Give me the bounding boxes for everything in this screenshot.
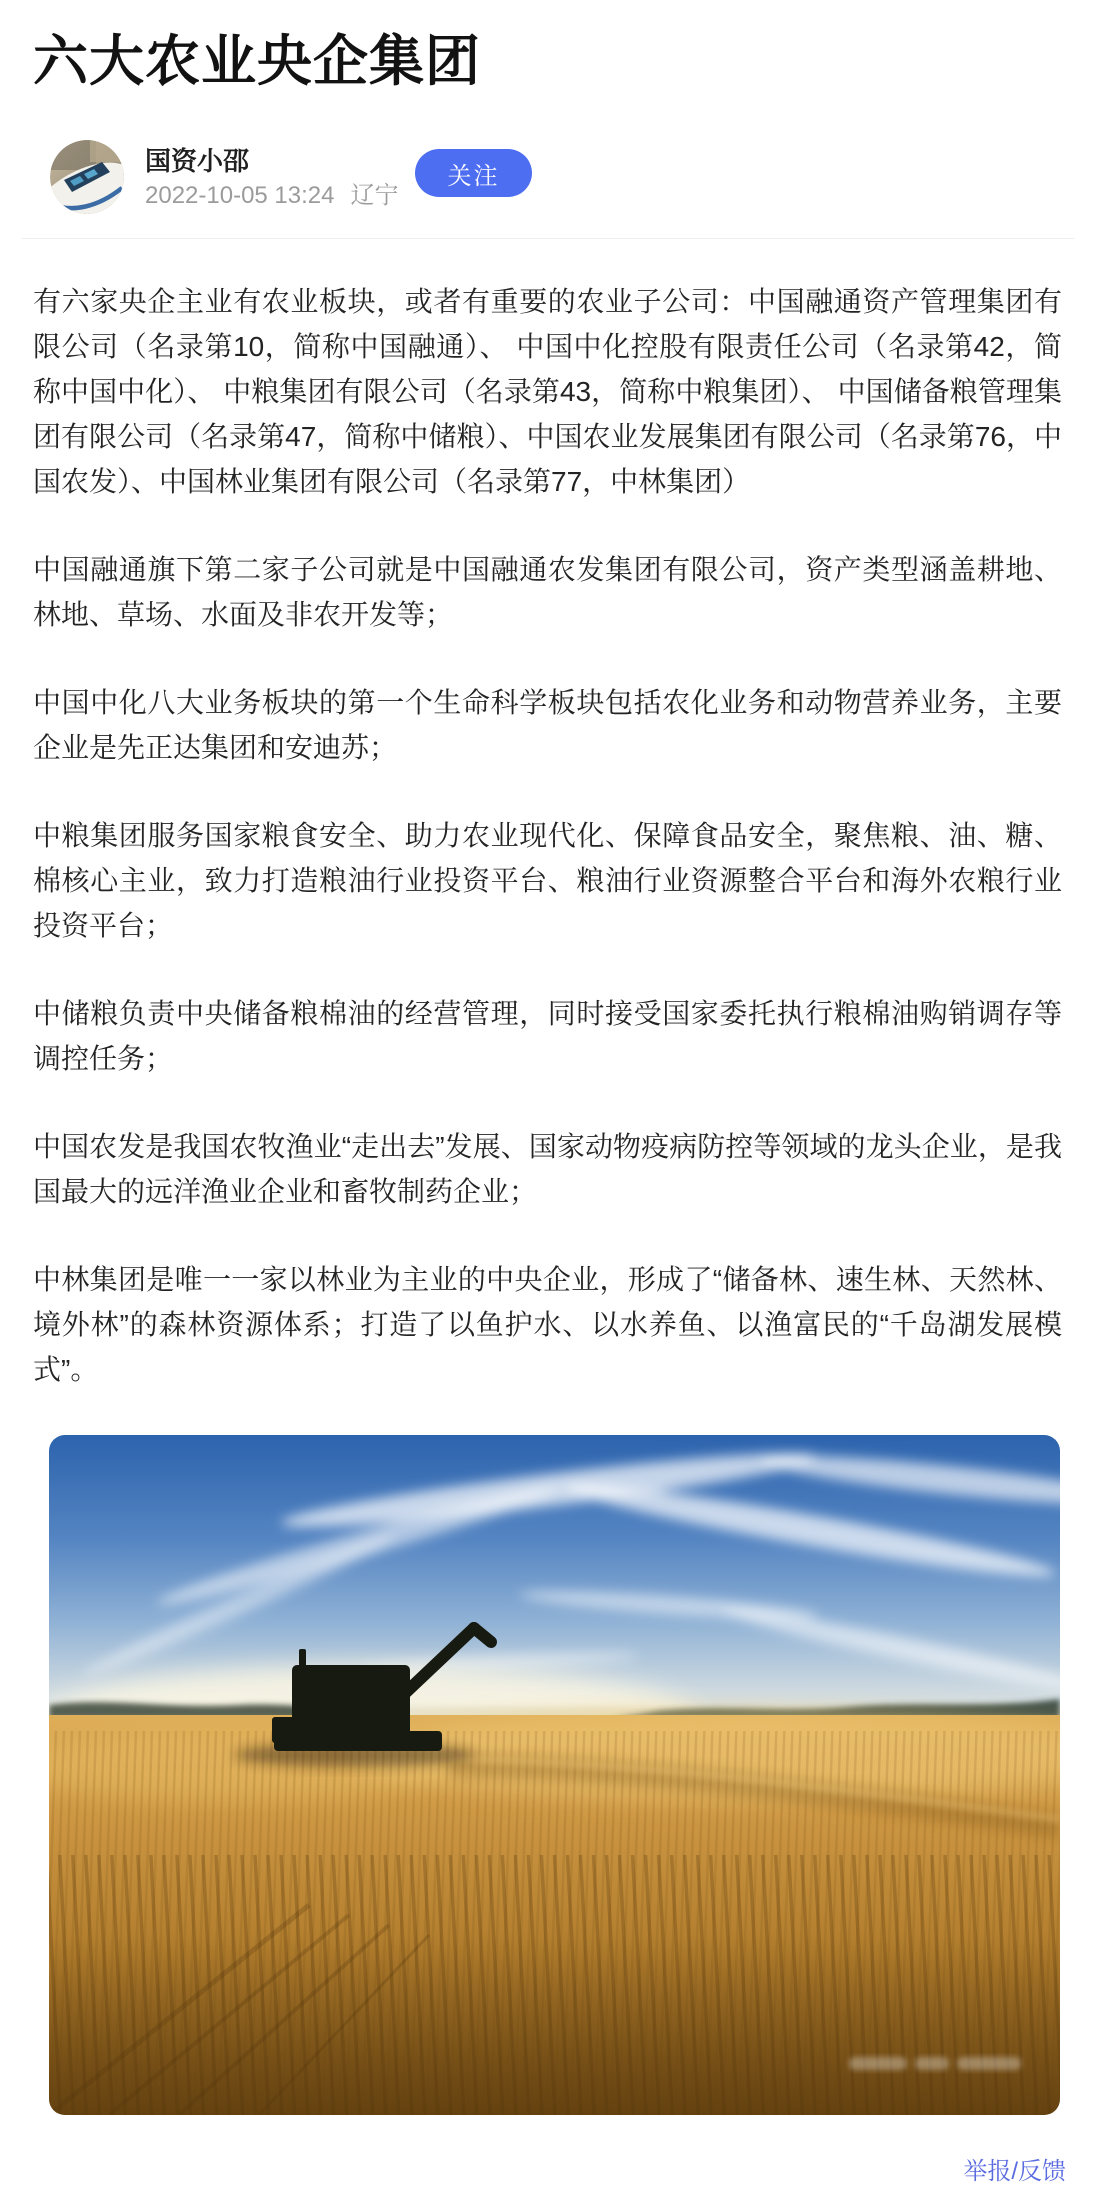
publish-location: 辽宁 — [350, 181, 399, 209]
avatar-image — [50, 140, 124, 214]
author-name[interactable]: 国资小邵 — [145, 145, 250, 176]
page-title: 六大农业央企集团 — [33, 30, 482, 92]
article-body — [33, 279, 1062, 1392]
paragraph: 有六家央企主业有农业板块，或者有重要的农业子公司：中国融通资产管理集团有限公司（名录第10，简称中国融通）、 中国中化控股有限责任公司（名录第42，简称中国中化）、 中粮集团有限公司（名录第43，简称中粮集团）、 中国储备粮管理集团有限公司（名录第47，简称中储粮）、中国农业发展集团有限公司（名录第76，中国农发）、中国林业集团有限公司（名录第77，中林集团） — [33, 286, 1062, 497]
wheat-field-harvester-image — [49, 1435, 1060, 2115]
paragraph: 中国农发是我国农牧渔业“走出去”发展、国家动物疫病防控等领域的龙头企业，是我国最大的远洋渔业企业和畜牧制药企业； — [33, 1131, 1062, 1207]
author-row — [50, 140, 1060, 214]
photo-watermark — [849, 2057, 1021, 2070]
report-feedback-link[interactable]: 举报/反馈 — [963, 2158, 1066, 2185]
publish-meta — [145, 183, 399, 209]
paragraph: 中林集团是唯一一家以林业为主业的中央企业，形成了“储备林、速生林、天然林、境外林”的森林资源体系；打造了以鱼护水、以水养鱼、以渔富民的“千岛湖发展模式”。 — [33, 1264, 1062, 1385]
follow-button[interactable]: 关注 — [415, 149, 532, 197]
article-photo-wheat-field[interactable] — [49, 1435, 1060, 2115]
paragraph: 中粮集团服务国家粮食安全、助力农业现代化、保障食品安全，聚焦粮、油、糖、棉核心主业，致力打造粮油行业投资平台、粮油行业资源整合平台和海外农粮行业投资平台； — [33, 820, 1062, 941]
publish-date: 2022-10-05 13:24 — [145, 181, 335, 209]
author-avatar[interactable] — [50, 140, 124, 214]
article-page — [0, 30, 1096, 2212]
footer-bar — [0, 2151, 1066, 2186]
divider — [22, 238, 1074, 239]
paragraph: 中国中化八大业务板块的第一个生命科学板块包括农化业务和动物营养业务，主要企业是先正达集团和安迪苏； — [33, 687, 1062, 763]
paragraph: 中储粮负责中央储备粮棉油的经营管理，同时接受国家委托执行粮棉油购销调存等调控任务； — [33, 998, 1062, 1074]
author-info — [145, 146, 399, 209]
paragraph: 中国融通旗下第二家子公司就是中国融通农发集团有限公司，资产类型涵盖耕地、林地、草场、水面及非农开发等； — [33, 554, 1062, 630]
